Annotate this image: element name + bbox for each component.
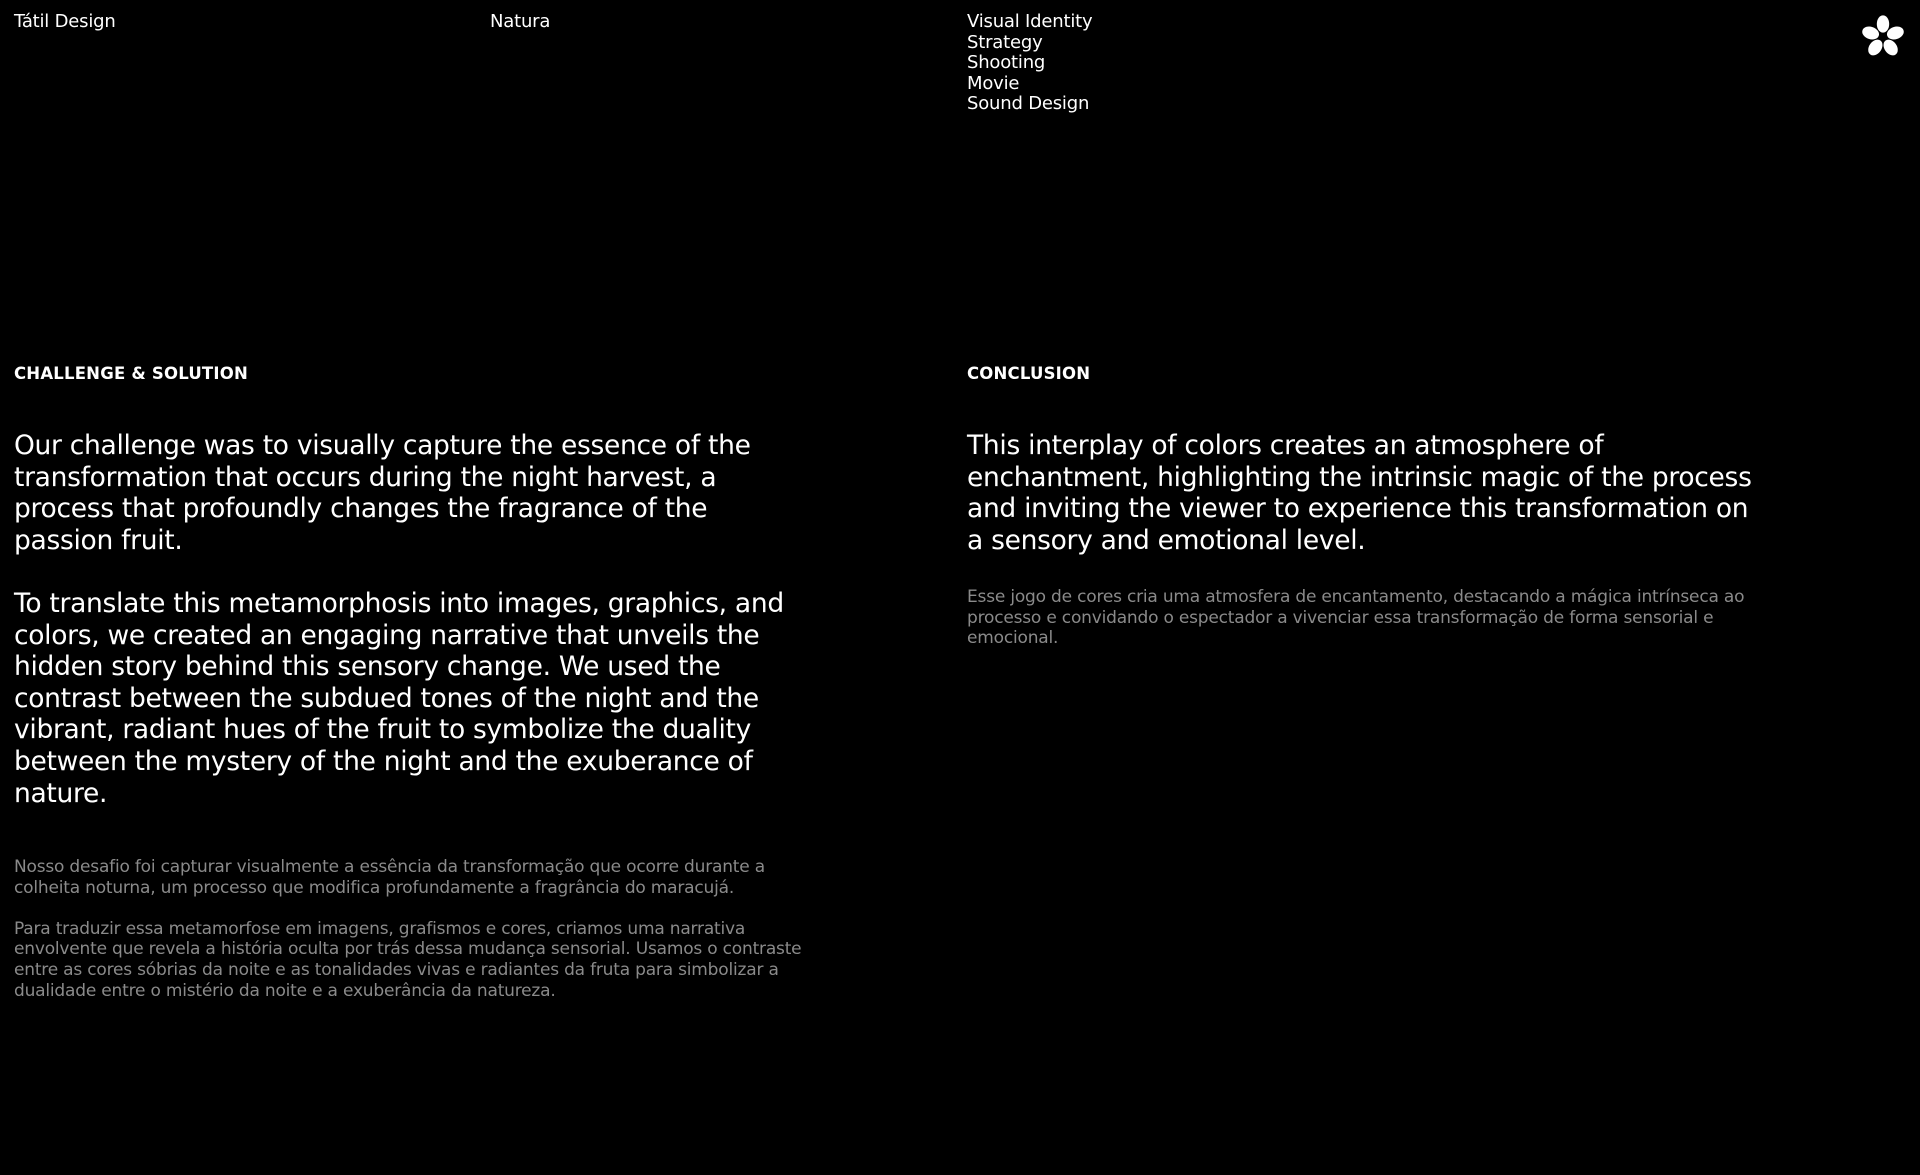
service-sound-design: Sound Design [967,93,1090,114]
conclusion-portuguese-text: Esse jogo de cores cria uma atmosfera de encantamento, destacando a mágica intrínseca ao processo e convidando o espectador a vivenciar essa transformação de forma sensorial e emocional. [967,587,1745,649]
client-name: Natura [490,11,551,32]
challenge-en-paragraph-1: Our challenge was to visually capture the essence of the transformation that occurs during the night harvest, a process that profoundly changes the fragrance of the passion fruit. [14,430,751,556]
conclusion-heading: CONCLUSION [967,364,1091,383]
services-list [967,12,1092,115]
challenge-english-text [14,430,804,809]
service-strategy: Strategy [967,31,1043,53]
conclusion-english-text: This interplay of colors creates an atmosphere of enchantment, highlighting the intrinsic magic of the process and inviting the viewer to experience this transformation on a sensory and emotional level. [967,430,1752,556]
challenge-pt-paragraph-1: Nosso desafio foi capturar visualmente a essência da transformação que ocorre durante a colheita noturna, um processo que modifica profundamente a fragrância do maracujá. [14,857,765,898]
flower-logo-graphic [1858,12,1908,62]
service-shooting: Shooting [967,52,1046,73]
flower-logo-icon[interactable] [1858,12,1908,62]
service-visual-identity: Visual Identity [967,11,1093,32]
challenge-en-paragraph-2: To translate this metamorphosis into images, graphics, and colors, we created an engaging narrative that unveils the hidden story behind this sensory change. We used the contrast between the subdued tones of the night and the vibrant, radiant hues of the fruit to symbolize the duality between the mystery of the night and the exuberance of nature. [14,587,784,809]
challenge-pt-paragraph-2: Para traduzir essa metamorfose em imagens, grafismos e cores, criamos uma narrativa envolvente que revela a história oculta por trás dessa mudança sensorial. Usamos o contraste entre as cores sóbrias da noite e as tonalidades vivas e radiantes da fruta para simbolizar a dualidade entre o mistério da noite e a exuberância da natureza. [14,918,802,1001]
challenge-heading: CHALLENGE & SOLUTION [14,364,248,383]
challenge-portuguese-text [14,857,804,1001]
brand-name[interactable]: Tátil Design [14,11,116,32]
service-movie: Movie [967,72,1020,94]
